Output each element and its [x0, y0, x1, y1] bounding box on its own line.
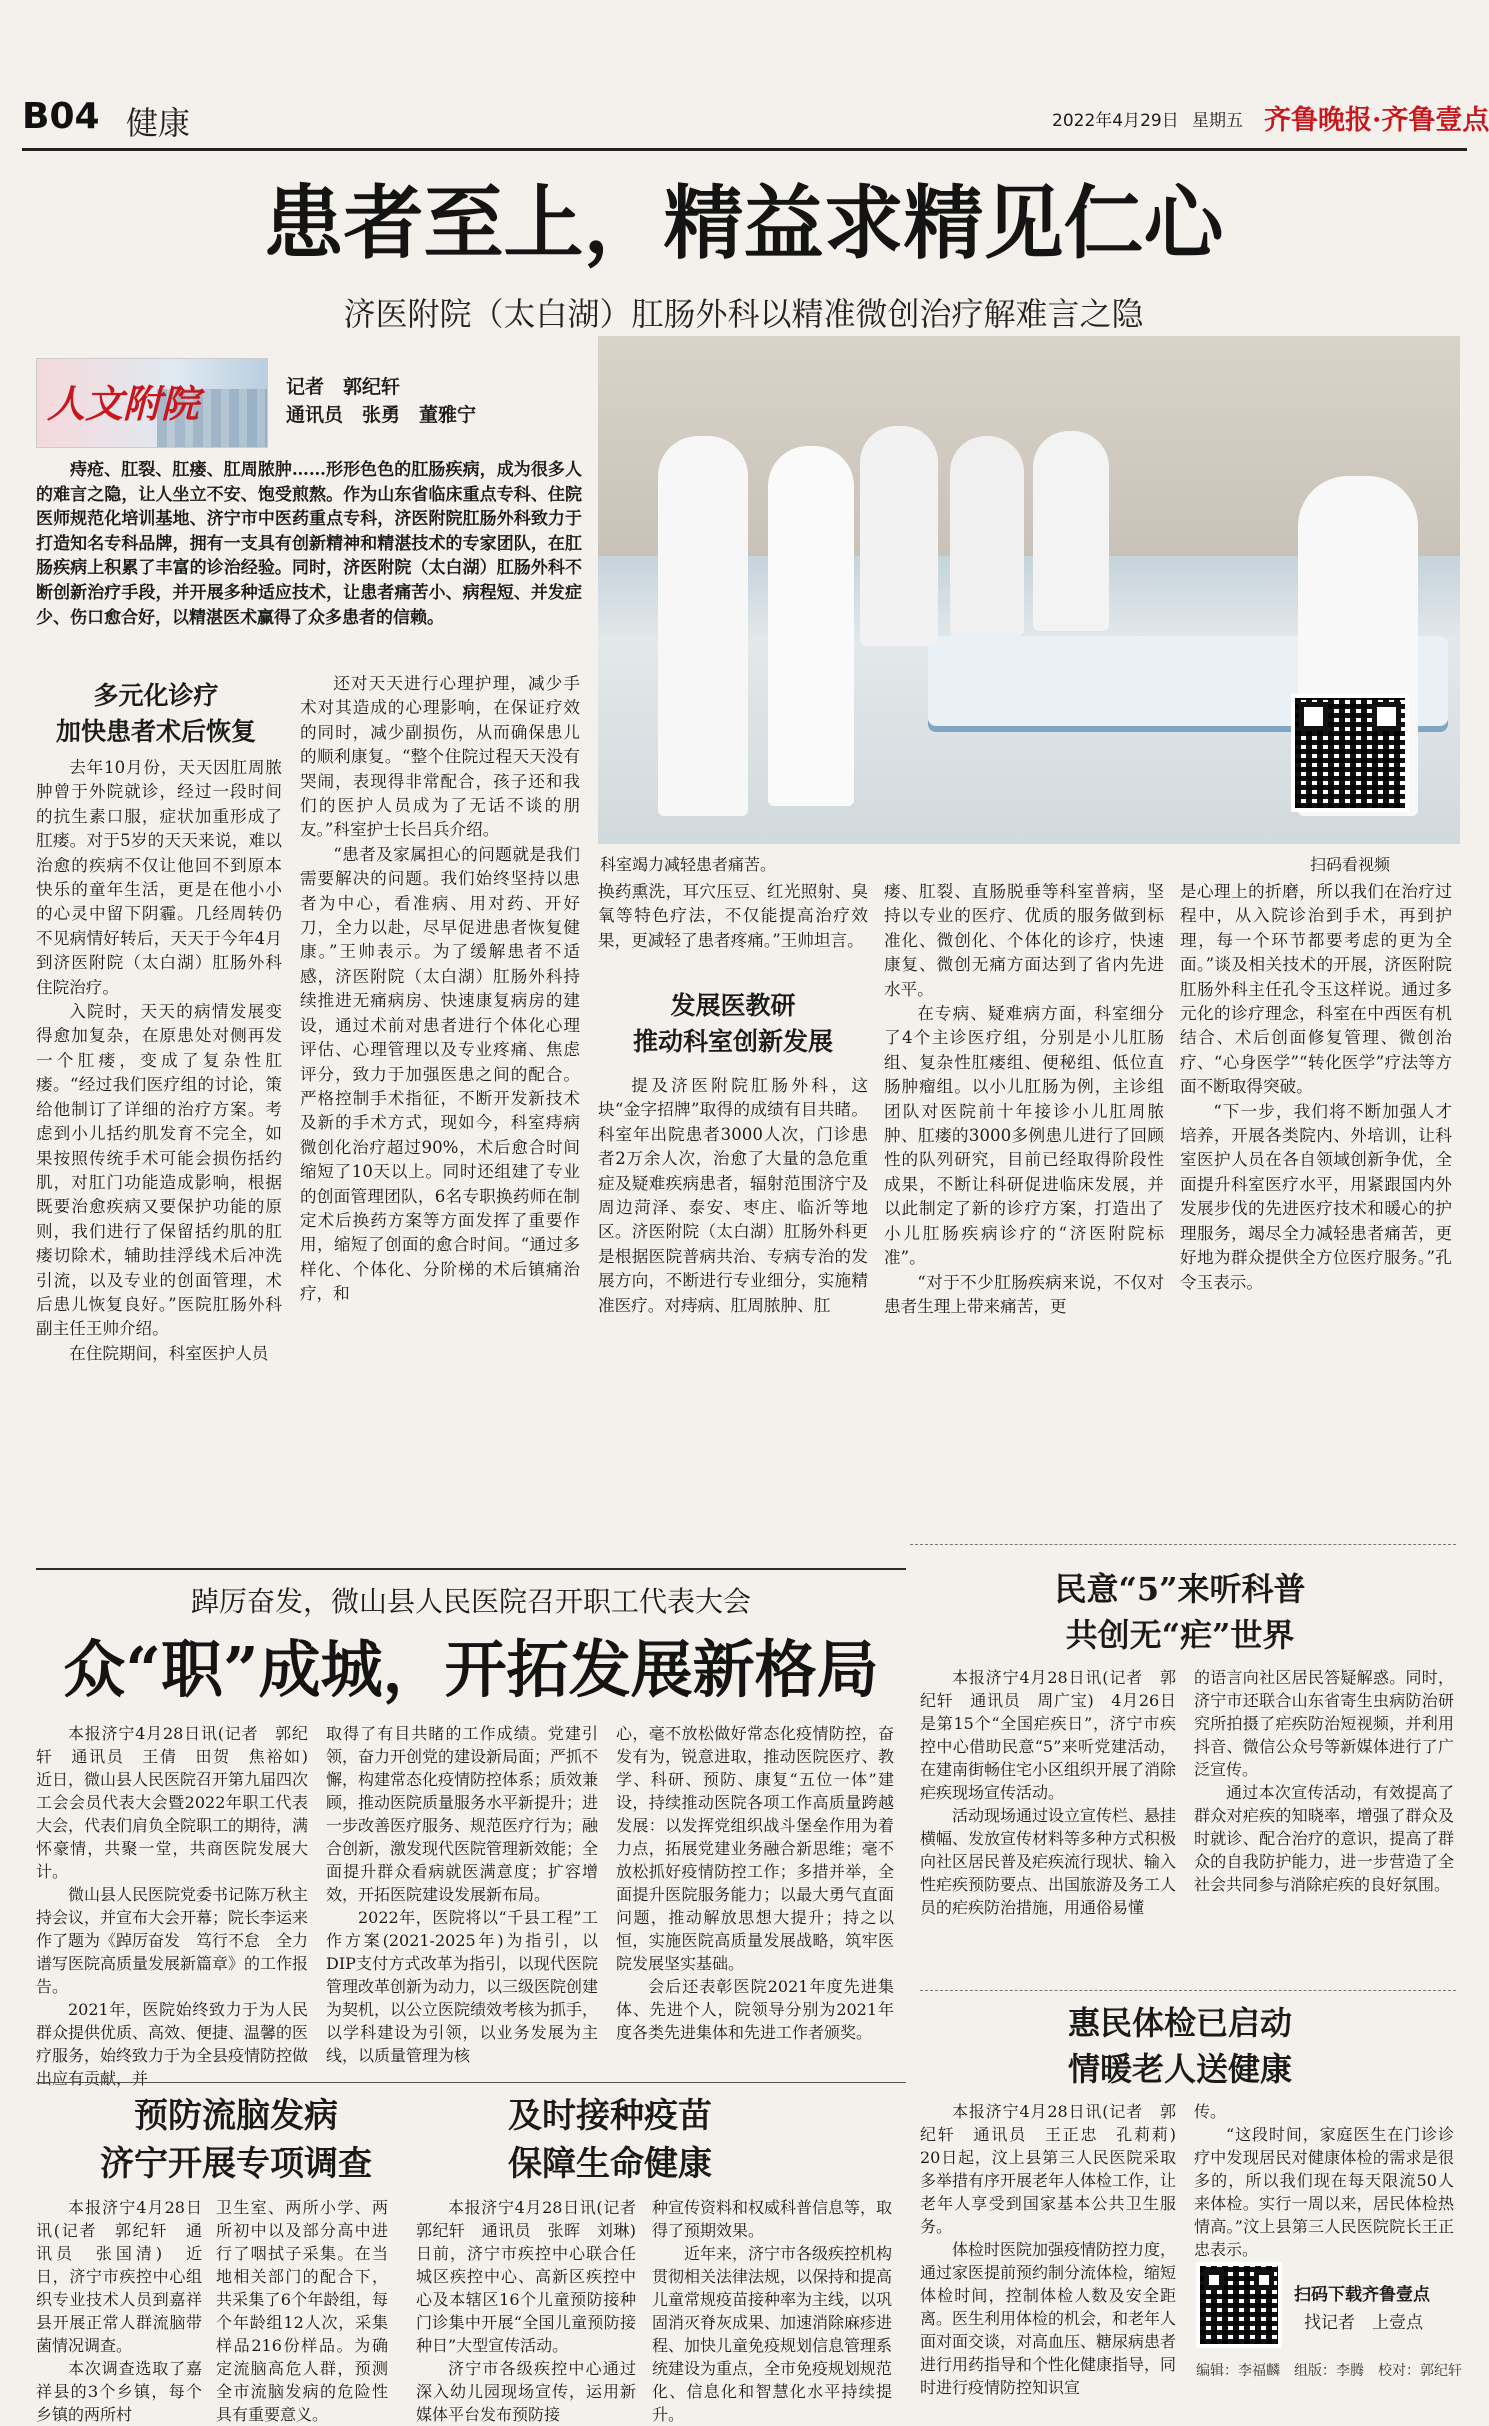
masthead-rule: [22, 148, 1467, 151]
story4-column-1: [416, 2196, 653, 2424]
paragraph: 传。: [1194, 2102, 1227, 2121]
page-footer: 编辑：李福麟 组版：李腾 校对：郭纪轩: [1196, 2363, 1462, 2379]
story4-title: [460, 2092, 760, 2188]
lead-photo: [598, 336, 1460, 844]
lead-heading-2-line1: 发展医教研: [670, 991, 796, 1020]
page-number: B04: [22, 96, 100, 137]
lead-heading-2-line2: 推动科室创新发展: [632, 1027, 833, 1056]
paragraph: 本报济宁4月28日讯(记者 郭纪轩 通讯员 张晖 刘琳) 日前，济宁市疾控中心联合任城区疾控中心、高新区疾控中心及本辖区16个儿童预防接种门诊集中开展“全国儿童预防接种日”大型宣传活动。: [416, 2198, 653, 2355]
paragraph: 通过本次宣传活动，有效提高了群众对疟疾的知晓率，增强了群众及时就诊、配合治疗的意识，提高了群众的自我防护能力，进一步营造了全社会共同参与消除疟疾的良好氛围。: [1194, 1783, 1454, 1894]
story3-title-line2: 济宁开展专项调查: [100, 2144, 372, 2184]
lead-column-4: [884, 880, 1164, 1536]
story2-column-3: [616, 1722, 894, 2068]
paragraph: 活动现场通过设立宣传栏、悬挂横幅、发放宣传材料等多种方式积极向社区居民普及疟疾流行现状、输入性疟疾预防要点、出国旅游及务工人员的疟疾防治措施，用通俗易懂: [920, 1806, 1177, 1917]
photo-figure-1: [658, 436, 748, 816]
paragraph: 本报济宁4月28日讯(记者 郭纪轩 通讯员 王倩 田贺 焦裕如) 近日，微山县人民医院召开第九届四次工会会员代表大会暨2022年职工代表大会，代表们肩负全院职工的期待，满怀豪情，共聚一堂，共商医院发展大计。: [36, 1724, 325, 1881]
paragraph: 还对天天进行心理护理，减少手术对其造成的心理影响，在保证疗效的同时，减少副损伤，从而确保患儿的顺利康复。“整个住院过程天天没有哭闹，表现得非常配合，孩子还和我们的医护人员成为了无话不谈的朋友。”科室护士长吕兵介绍。: [300, 674, 580, 840]
app-download-qr-code[interactable]: [1196, 2262, 1282, 2348]
lead-column-3: [598, 1074, 868, 1536]
story2-kicker: 踔厉奋发，微山县人民医院召开职工代表大会: [190, 1585, 751, 1618]
qr-caption-download: 扫码下载齐鲁壹点: [1294, 2285, 1430, 2305]
story3-title: [36, 2092, 436, 2188]
divider: [910, 1544, 1456, 1545]
divider: [36, 2082, 906, 2083]
column-logo-text: 人文附院: [47, 381, 200, 426]
story5-column-1: [920, 1666, 1176, 1976]
photo-caption: 科室竭力减轻患者痛苦。: [600, 855, 777, 874]
story2-column-2: [326, 1722, 598, 2068]
story4-column-2: [652, 2196, 893, 2424]
paragraph: 近年来，济宁市各级疾控机构贯彻相关法律法规，以保持和提高儿童常规疫苗接种率为主线，以巩固消灭脊灰成果、加速消除麻疹进程、加快儿童免疫规划信息管理系统建设为重点，全市免疫规划规范化、信息化和智慧化水平持续提升。: [652, 2244, 893, 2424]
photo-figure-5: [1033, 431, 1109, 631]
paragraph: 会后还表彰医院2021年度先进集体、先进个人，院领导分别为2021年度各类先进集体和先进工作者颁奖。: [616, 1977, 894, 2042]
paragraph: 心，毫不放松做好常态化疫情防控，奋发有为，锐意进取，推动医院医疗、教学、科研、预防、康复“五位一体”建设，持续推动医院各项工作高质量跨越发展：以发挥党组织战斗堡垒作用为着力点，拓展党建业务融合新思维；毫不放松抓好疫情防控工作；多措并举，全面提升医院服务能力；以最大勇气直面问题，推动解放思想大提升；持之以恒，实施医院高质量发展战略，筑牢医院发展坚实基础。: [616, 1724, 894, 1973]
paragraph: 本次调查选取了嘉祥县的3个乡镇，每个乡镇的两所村: [36, 2359, 202, 2424]
paragraph: 取得了有目共睹的工作成绩。党建引领，奋力开创党的建设新局面；严抓不懈，构建常态化疫情防控体系；质效兼顾，推动医院质量服务水平新提升；进一步改善医疗服务、规范医疗行为；融合创新，激发现代医院管理新效能；全面提升群众看病就医满意度；扩容增效，开拓医院建设发展新布局。: [326, 1724, 599, 1904]
paragraph: “下一步，我们将不断加强人才培养，开展各类院内、外培训，让科室医护人员在各自领域创新争优，全面提升科室医疗水平，用紧跟国内外发展步伐的先进医疗技术和暖心的护理服务，竭尽全力减轻患者痛苦，更好地为群众提供全方位医疗服务。”孔令玉表示。: [1180, 1101, 1452, 1292]
story6-column-1: [920, 2100, 1193, 2397]
lead-heading-1-line2: 加快患者术后恢复: [55, 717, 256, 746]
byline-reporter: 记者 郭纪轩: [286, 376, 401, 398]
lead-heading-1-line1: 多元化诊疗: [93, 681, 219, 710]
paragraph: 2022年，医院将以“千县工程”工作方案(2021-2025年)为指引，以DIP支付方式改革为指引，以现代医院管理改革创新为动力，以三级医院创建为契机，以公立医院绩效考核为抓手，以学科建设为引领，以业务发展为主线，以质量管理为核: [326, 1908, 599, 2065]
story2-column-1: [36, 1722, 325, 2088]
paragraph: 在专病、疑难病方面，科室细分了4个主诊医疗组，分别是小儿肛肠组、复杂性肛瘘组、便秘组、低位直肠肿瘤组。以小儿肛肠为例，主诊组团队对医院前十年接诊小儿肛周脓肿、肛瘘的3000多例患儿进行了回顾性的队列研究，目前已经取得阶段性成果，不断让科研促进临床发展，并以此制定了新的诊疗方案，打造出了小儿肛肠疾病诊疗的“济医附院标准”。: [884, 1004, 1164, 1268]
paragraph: 入院时，天天的病情发展变得愈加复杂，在原患处对侧再发一个肛瘘，变成了复杂性肛瘘。“经过我们医疗组的讨论，策给他制订了详细的治疗方案。考虑到小儿括约肌发育不完全，如果按照传统手术可能会损伤括约肌，对肛门功能造成影响，根据既要治愈疾病又要保护功能的原则，我们进行了保留括约肌的肛瘘切除术，辅助挂浮线术后冲洗引流，以及专业的创面管理，术后患儿恢复良好。”医院肛肠外科副主任王帅介绍。: [36, 1002, 282, 1339]
lead-column-2: [300, 672, 580, 1536]
masthead: [22, 92, 1489, 148]
paragraph: 种宣传资料和权威科普信息等，取得了预期效果。: [652, 2198, 893, 2240]
story5-column-2: [1194, 1666, 1454, 1976]
lead-column-5: [1180, 880, 1452, 1536]
lead-title: 患者至上，精益求精见仁心: [263, 176, 1224, 270]
lead-intro: 痔疮、肛裂、肛瘘、肛周脓肿……形形色色的肛肠疾病，成为很多人的难言之隐，让人坐立不安、饱受煎熬。作为山东省临床重点专科、住院医师规范化培训基地、济宁市中医药重点专科，济医附院肛肠外科致力于打造知名专科品牌，拥有一支具有创新精神和精湛技术的专家团队，在肛肠疾病上积累了丰富的诊治经验。同时，济医附院（太白湖）肛肠外科不断创新治疗手段，并开展多种适应技术，让患者痛苦小、病程短、并发症少、伤口愈合好，以精湛医术赢得了众多患者的信赖。: [36, 460, 582, 628]
paragraph: 本报济宁4月28日讯(记者 郭纪轩 通讯员 张国清) 近日，济宁市疾控中心组织专业技术人员到嘉祥县开展正常人群流脑带菌情况调查。: [36, 2198, 202, 2355]
story3-column-2: [216, 2196, 388, 2424]
paragraph: 本报济宁4月28日讯(记者 郭纪轩 通讯员 周广宝) 4月26日是第15个“全国疟疾日”，济宁市疾控中心借助民意“5”来听党建活动，在建南街畅住宅小区组织开展了消除疟疾现场宣传活动。: [920, 1668, 1177, 1802]
paragraph: 2021年，医院始终致力于为人民群众提供优质、高效、便捷、温馨的医疗服务，始终致力于为全县疫情防控做出应有贡献，并: [36, 2000, 309, 2088]
paragraph: 换药熏洗，耳穴压豆、红光照射、臭氧等特色疗法，不仅能提高治疗效果，更减轻了患者疼痛。”王帅坦言。: [598, 882, 868, 950]
story3-title-line1: 预防流脑发病: [134, 2096, 338, 2136]
paragraph: 微山县人民医院党委书记陈万秋主持会议，并宣布大会开幕；院长李运来作了题为《踔厉奋发 笃行不怠 全力谱写医院高质量发展新篇章》的工作报告。: [36, 1885, 309, 1996]
photo-figure-3: [860, 426, 938, 646]
story4-title-line2: 保障生命健康: [508, 2144, 712, 2184]
story6-title: [920, 2000, 1440, 2092]
paragraph: 瘘、肛裂、直肠脱垂等科室普病，坚持以专业的医疗、优质的服务做到标准化、微创化、个体化的诊疗，快速康复、微创无痛方面达到了省内先进水平。: [884, 882, 1164, 999]
paragraph: 本报济宁4月28日讯(记者 郭纪轩 通讯员 王正忠 孔莉莉) 20日起，汶上县第三人民医院采取多举措有序开展老年人体检工作，让老年人享受到国家基本公共卫生服务。: [920, 2102, 1193, 2236]
issue-date: 2022年4月29日: [1052, 111, 1179, 131]
lead-column-3-top: [598, 880, 868, 972]
story2-title: 众“职”成城，开拓发展新格局: [63, 1633, 879, 1706]
lead-subtitle: 济医附院（太白湖）肛肠外科以精准微创治疗解难言之隐: [343, 295, 1144, 333]
paragraph: 体检时医院加强疫情防控力度，通过家医提前预约制分流体检，缩短体检时间，控制体检人数及安全距离。医生利用体检的机会，和老年人面对面交谈，对高血压、糖尿病患者进行用药指导和个性化健康指导，同时进行疫情防控知识宣: [920, 2240, 1177, 2397]
divider: [920, 1990, 1456, 1991]
story5-title: [920, 1566, 1440, 1658]
paragraph: 在住院期间，科室医护人员: [69, 1343, 269, 1363]
story3-column-1: [36, 2196, 202, 2424]
paragraph: 济宁市各级疾控中心通过深入幼儿园现场宣传，运用新媒体平台发布预防接: [416, 2359, 636, 2424]
story5-title-line2: 共创无“疟”世界: [1065, 1616, 1295, 1654]
section-name: 健康: [126, 104, 191, 142]
paragraph: 去年10月份，天天因肛周脓肿曾于外院就诊，经过一段时间的抗生素口服，症状加重形成了肛瘘。对于5岁的天天来说，难以治愈的疾病不仅让他回不到原本快乐的童年生活，更是在他小小的心灵中留下阴霾。几经周转仍不见病情好转后，天天于今年4月到济医附院（太白湖）肛肠外科住院治疗。: [36, 758, 282, 997]
story4-title-line1: 及时接种疫苗: [508, 2096, 712, 2136]
lead-column-1: [36, 756, 282, 1536]
paragraph: “对于不少肛肠疾病来说，不仅对患者生理上带来痛苦，更: [884, 1272, 1164, 1316]
paragraph: “患者及家属担心的问题就是我们需要解决的问题。我们始终坚持以患者为中心，看准病、用对药、开好刀，全力以赴，尽早促进患者恢复健康。”王帅表示。为了缓解患者不适感，济医附院（太白湖）肛肠外科持续推进无痛病房、快速康复病房的建设，通过术前对患者进行个体化心理评估、心理管理以及专业疼痛、焦虑评分，致力于加强医患之间的配合。严格控制手术指征，不断开发新技术及新的手术方式，现如今，科室痔病微创化治疗超过90%，术后愈合时间缩短了10天以上。同时还组建了专业的创面管理团队，6名专职换药师在制定术后换药方案等方面发挥了重要作用，缩短了创面的愈合时间。“通过多样化、个体化、分阶梯的术后镇痛治疗，和: [300, 844, 580, 1304]
story5-title-line1: 民意“5”来听科普: [1054, 1570, 1306, 1608]
paragraph: 的语言向社区居民答疑解惑。同时，济宁市还联合山东省寄生虫病防治研究所拍摄了疟疾防治短视频，并利用抖音、微信公众号等新媒体进行了广泛宣传。: [1194, 1668, 1454, 1779]
qr-caption-reporter: 找记者 上壹点: [1304, 2313, 1423, 2333]
story6-title-line2: 情暖老人送健康: [1067, 2050, 1292, 2088]
paragraph: 卫生室、两所小学、两所初中以及部分高中进行了咽拭子采集。在当地相关部门的配合下，共采集了6个年龄组，每个年龄组12人次，采集样品216份样品。为确定流脑高危人群，预测全市流脑发病的危险性具有重要意义。: [216, 2198, 388, 2424]
qr-caption: 扫码看视频: [1310, 855, 1391, 874]
paragraph: “这段时间，家庭医生在门诊诊疗中发现居民对健康体检的需求是很多的，所以我们现在每天限流50人来体检。实行一周以来，居民体检热情高。”汶上县第三人民医院院长王正忠表示。: [1194, 2125, 1454, 2259]
byline-correspondents: 通讯员 张勇 董雅宁: [286, 404, 477, 426]
issue-weekday: 星期五: [1192, 111, 1243, 131]
story6-title-line1: 惠民体检已启动: [1067, 2004, 1292, 2042]
story6-column-2: [1194, 2100, 1454, 2259]
lead-heading-1: [36, 678, 276, 750]
paper-logo: 齐鲁晚报·齐鲁壹点: [1264, 105, 1489, 136]
paragraph: 是心理上的折磨，所以我们在治疗过程中，从入院诊治到手术，再到护理，每一个环节都要考虑的更为全面。”谈及相关技术的开展，济医附院肛肠外科主任孔令玉这样说。通过多元化的诊疗理念，科室在中西医有机结合、术后创面修复管理、微创治疗、“心身医学”“转化医学”疗法等方面不断取得突破。: [1180, 882, 1452, 1097]
divider: [36, 1568, 906, 1570]
video-qr-code[interactable]: [1291, 694, 1409, 812]
lead-heading-2: [598, 988, 868, 1060]
photo-figure-2: [768, 446, 854, 806]
photo-figure-4: [950, 436, 1024, 636]
column-logo: [36, 358, 268, 448]
paragraph: 提及济医附院肛肠外科，这块“金字招牌”取得的成绩有目共睹。科室年出院患者3000人次，门诊患者2万余人次，治愈了大量的急危重症及疑难疾病患者，辐射范围济宁及周边菏泽、泰安、枣庄、临沂等地区。济医附院（太白湖）肛肠外科更是根据医院普病共治、专病专治的发展方向，不断进行专业细分，实施精准医疗。对痔病、肛周脓肿、肛: [598, 1076, 868, 1315]
